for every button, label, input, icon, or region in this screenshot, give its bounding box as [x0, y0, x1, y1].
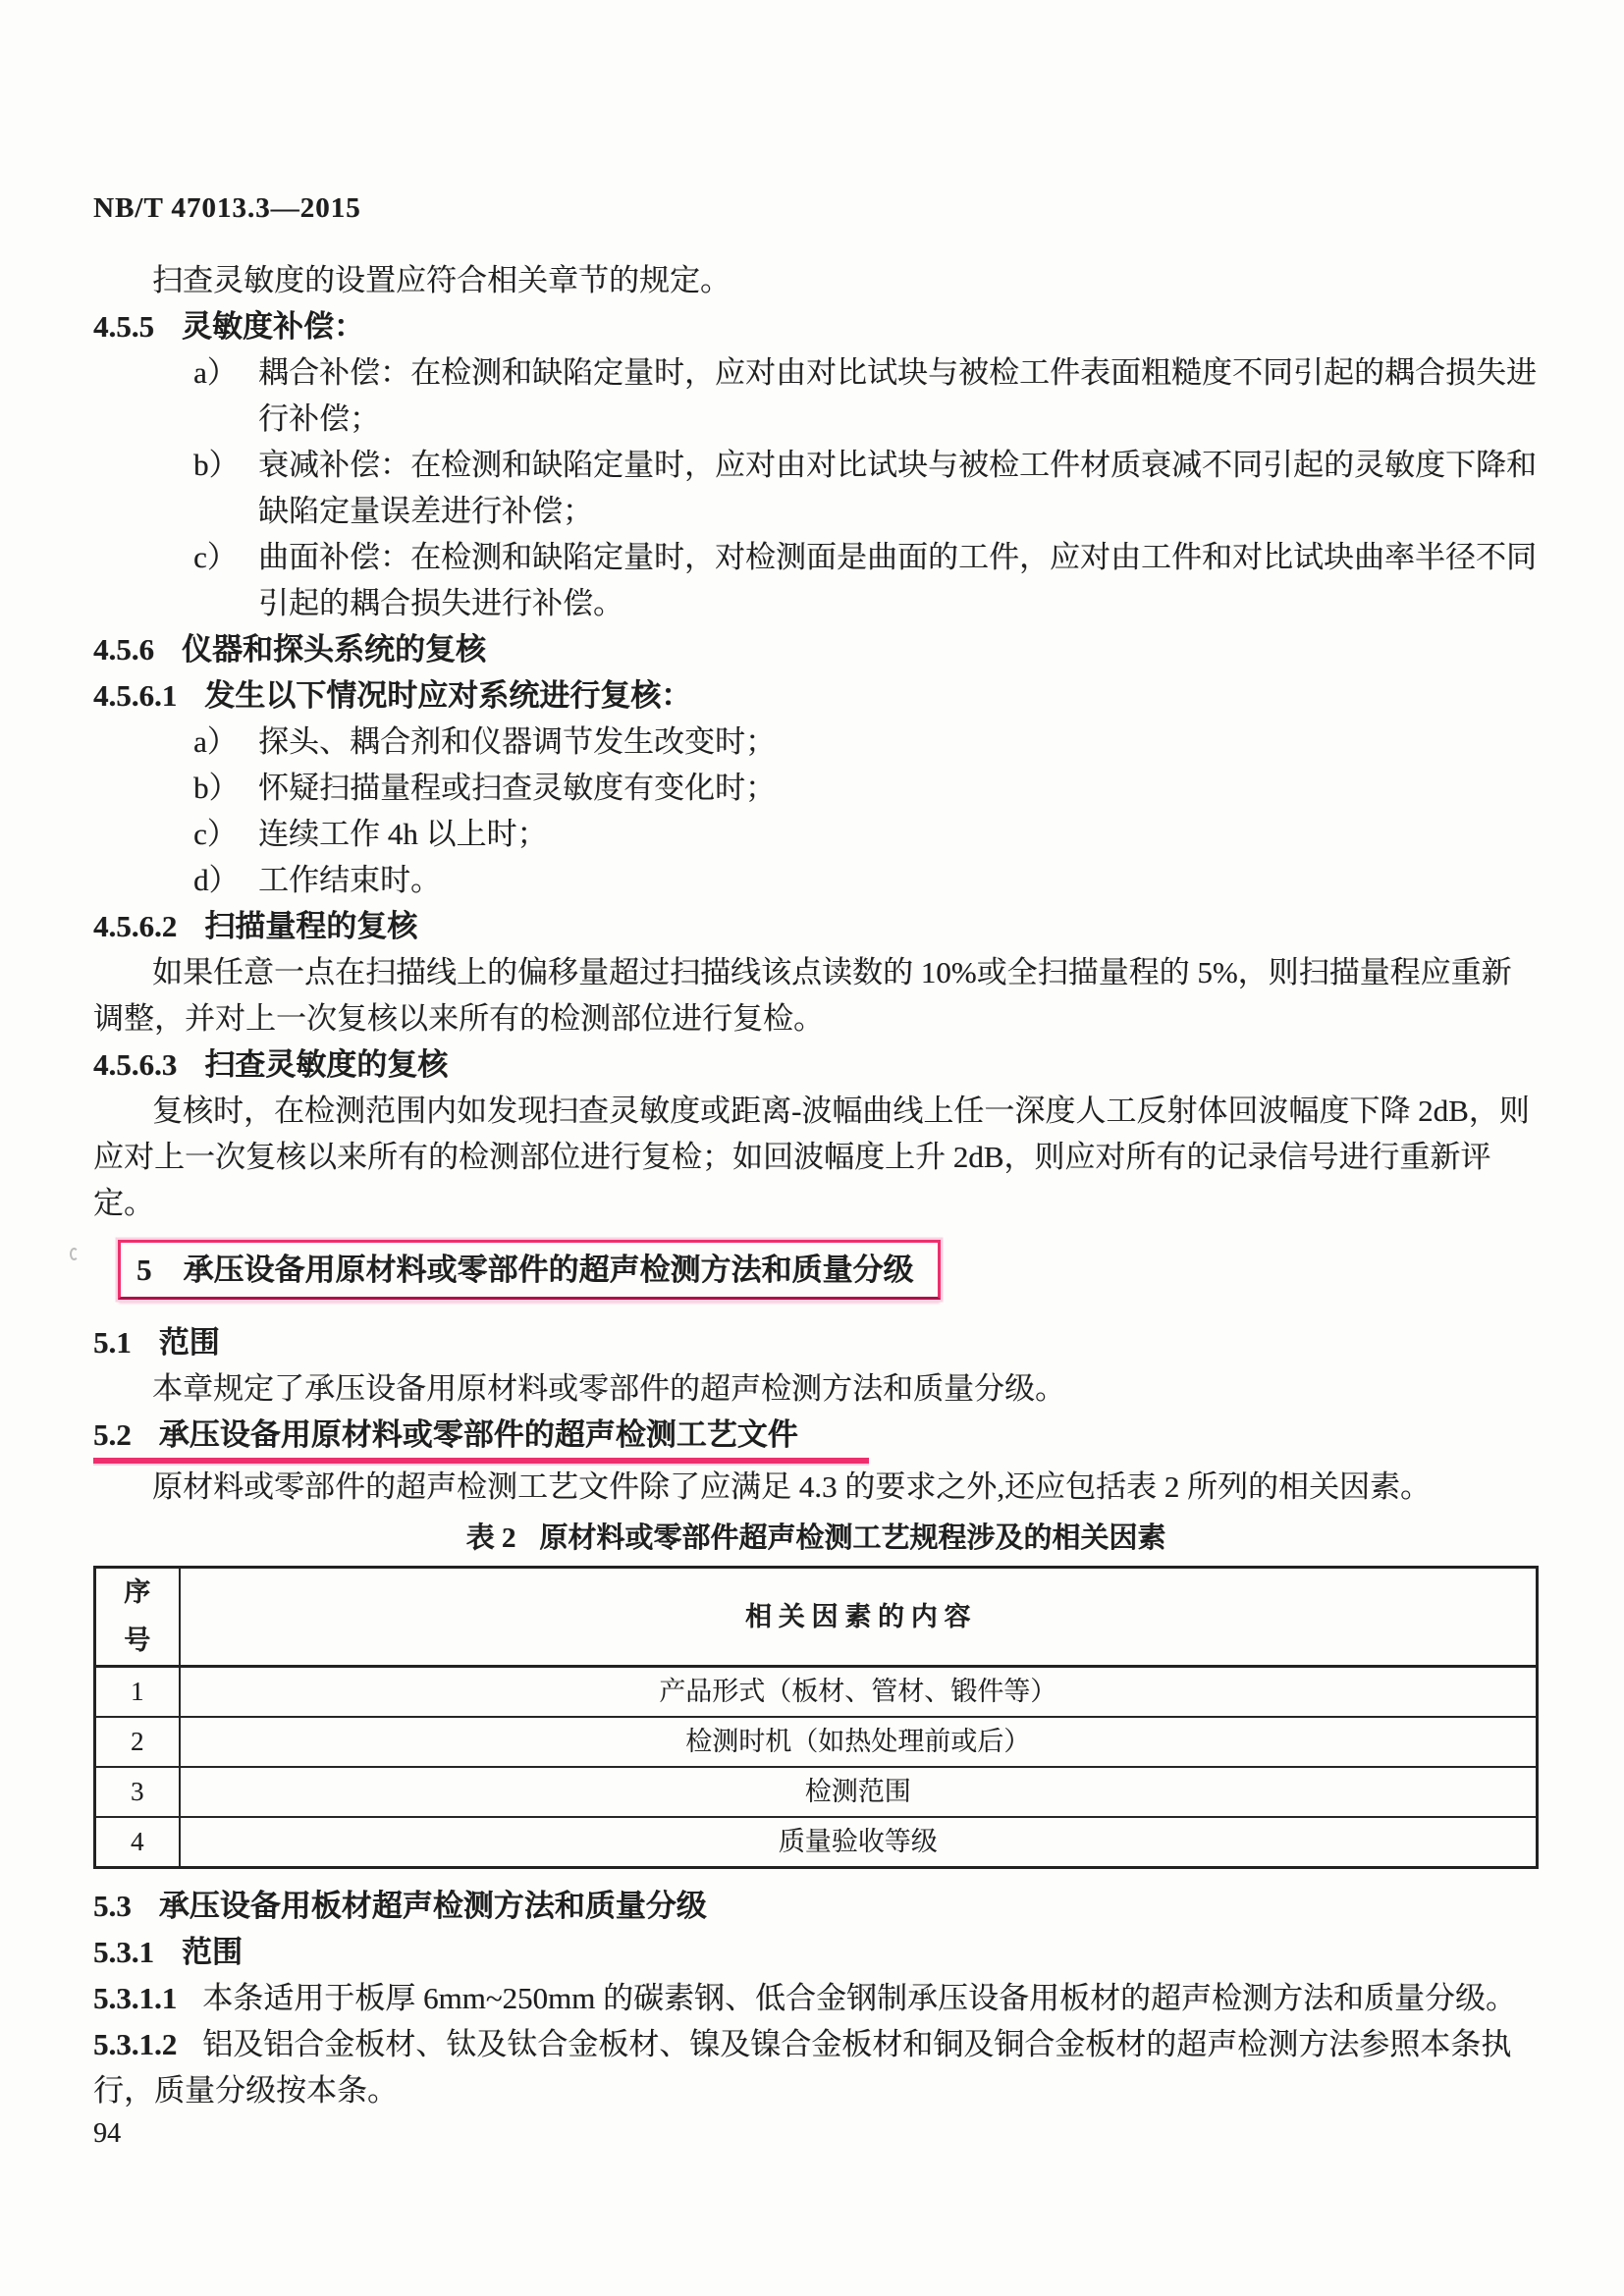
heading-title: 承压设备用板材超声检测方法和质量分级 [158, 1889, 707, 1923]
list-text: 连续工作 4h 以上时； [258, 817, 548, 851]
table-row [95, 1817, 1538, 1868]
section-5-highlight-wrap [93, 1240, 1539, 1300]
heading-title: 扫查灵敏度的复核 [204, 1047, 449, 1082]
heading-title: 承压设备用原材料或零部件的超声检测工艺文件 [158, 1417, 798, 1452]
heading-number: 4.5.6.2 [93, 909, 178, 943]
paragraph-5-2-process-doc: 原材料或零部件的超声检测工艺文件除了应满足 4.3 的要求之外,还应包括表 2 所列的相关因素。 [152, 1469, 1431, 1504]
heading-4-5-5 [93, 303, 1539, 349]
paragraph-range-recheck: 如果任意一点在扫描线上的偏移量超过扫描线该点读数的 10%或全扫描量程的 5%，则扫描量程应重新调整，并对上一次复核以来所有的检测部位进行复检。 [93, 955, 1512, 1036]
heading-number: 5.1 [93, 1325, 132, 1360]
list-text: 探头、耦合剂和仪器调节发生改变时； [258, 724, 776, 759]
table-caption-title: 原材料或零部件超声检测工艺规程涉及的相关因素 [539, 1522, 1166, 1554]
list-text: 耦合补偿：在检测和缺陷定量时，应对由对比试块与被检工件表面粗糙度不同引起的耦合损失进行补偿； [258, 355, 1537, 436]
heading-number: 4.5.6.1 [93, 678, 178, 713]
cell-content: 产品形式（板材、管材、锻件等） [180, 1667, 1538, 1718]
standard-number: NB/T 47013.3—2015 [93, 192, 361, 224]
heading-title: 扫描量程的复核 [204, 909, 418, 943]
list-label: b） [193, 771, 240, 805]
list-item-curved-surface [93, 534, 1539, 626]
heading-5-2 [93, 1412, 1539, 1464]
heading-number: 5.3 [93, 1889, 132, 1923]
heading-number: 5.3.1.2 [93, 2027, 178, 2061]
cell-content: 检测时机（如热处理前或后） [180, 1717, 1538, 1767]
page-number: 94 [93, 2118, 121, 2149]
list-label: c） [193, 817, 238, 851]
paragraph-5-3-1-1 [93, 1975, 1539, 2021]
list-label: b） [193, 448, 240, 482]
table-row [95, 1767, 1538, 1817]
list-item-coupling [93, 349, 1539, 442]
list-item-work-end [93, 857, 1539, 903]
list-text: 工作结束时。 [258, 863, 441, 897]
paragraph-5-1-scope: 本章规定了承压设备用原材料或零部件的超声检测方法和质量分级。 [152, 1371, 1065, 1406]
paragraph-text: 铝及铝合金板材、钛及钛合金板材、镍及镍合金板材和铜及铜合金板材的超声检测方法参照本条执行，质量分级按本条。 [93, 2027, 1512, 2108]
heading-title: 灵敏度补偿： [182, 309, 364, 344]
list-item-probe-change [93, 719, 1539, 765]
heading-5 [136, 1247, 928, 1293]
column-header-seq: 序 号 [95, 1568, 180, 1667]
list-text: 怀疑扫描量程或扫查灵敏度有变化时； [258, 771, 776, 805]
list-label: a） [193, 724, 238, 759]
table-header-row [95, 1568, 1538, 1667]
list-text: 曲面补偿：在检测和缺陷定量时，对检测面是曲面的工件，应对由工件和对比试块曲率半径不同引起的耦合损失进行补偿。 [258, 540, 1537, 620]
heading-4-5-6-2 [93, 903, 1539, 949]
heading-4-5-6-1 [93, 672, 1539, 719]
heading-4-5-6-3 [93, 1041, 1539, 1088]
table-row [95, 1667, 1538, 1718]
underlined-heading [93, 1412, 869, 1464]
heading-number: 4.5.6 [93, 632, 154, 667]
table-2 [93, 1566, 1539, 1869]
cell-seq: 1 [95, 1667, 180, 1718]
list-text: 衰减补偿：在检测和缺陷定量时，应对由对比试块与被检工件材质衰减不同引起的灵敏度下降和缺陷定量误差进行补偿； [258, 448, 1537, 528]
heading-number: 5.3.1 [93, 1935, 154, 1969]
heading-title: 范围 [182, 1935, 243, 1969]
cell-content: 质量验收等级 [180, 1817, 1538, 1868]
heading-number: 5.2 [93, 1417, 132, 1452]
list-item-attenuation [93, 442, 1539, 534]
cell-seq: 3 [95, 1767, 180, 1817]
list-item-range-doubt [93, 765, 1539, 811]
list-label: a） [193, 355, 238, 390]
heading-number: 4.5.5 [93, 309, 154, 344]
paragraph-sensitivity-recheck: 复核时，在检测范围内如发现扫查灵敏度或距离-波幅曲线上任一深度人工反射体回波幅度下降 2dB，则应对上一次复核以来所有的检测部位进行复检；如回波幅度上升 2dB，则应对所有的记录信号进行重新评定。 [93, 1094, 1530, 1220]
heading-number: 5 [136, 1253, 152, 1287]
list-label: c） [193, 540, 238, 574]
list-label: d） [193, 863, 240, 897]
paragraph-5-3-1-2 [93, 2021, 1539, 2113]
heading-4-5-6 [93, 626, 1539, 672]
page-content [93, 239, 1539, 2113]
cell-seq: 2 [95, 1717, 180, 1767]
heading-title: 承压设备用原材料或零部件的超声检测方法和质量分级 [183, 1253, 914, 1287]
heading-5-1 [93, 1319, 1539, 1365]
table-2-caption [93, 1516, 1539, 1562]
cell-content: 检测范围 [180, 1767, 1538, 1817]
list-item-continuous-work [93, 811, 1539, 857]
paragraph-text: 本条适用于板厚 6mm~250mm 的碳素钢、低合金钢制承压设备用板材的超声检测方法和质量分级。 [202, 1981, 1516, 2015]
table-caption-number: 表 2 [465, 1522, 516, 1554]
table-row [95, 1717, 1538, 1767]
cell-seq: 4 [95, 1817, 180, 1868]
section-5-highlight-box [118, 1240, 941, 1300]
heading-title: 仪器和探头系统的复核 [182, 632, 486, 667]
heading-title: 范围 [158, 1325, 220, 1360]
column-header-factor: 相 关 因 素 的 内 容 [180, 1568, 1538, 1667]
heading-5-3 [93, 1883, 1539, 1929]
heading-number: 5.3.1.1 [93, 1981, 178, 2015]
heading-5-3-1 [93, 1929, 1539, 1975]
scan-artifact-mark [70, 1248, 79, 1260]
heading-title: 发生以下情况时应对系统进行复核： [204, 678, 692, 713]
paragraph-scan-sensitivity: 扫查灵敏度的设置应符合相关章节的规定。 [152, 263, 731, 297]
heading-number: 4.5.6.3 [93, 1047, 178, 1082]
